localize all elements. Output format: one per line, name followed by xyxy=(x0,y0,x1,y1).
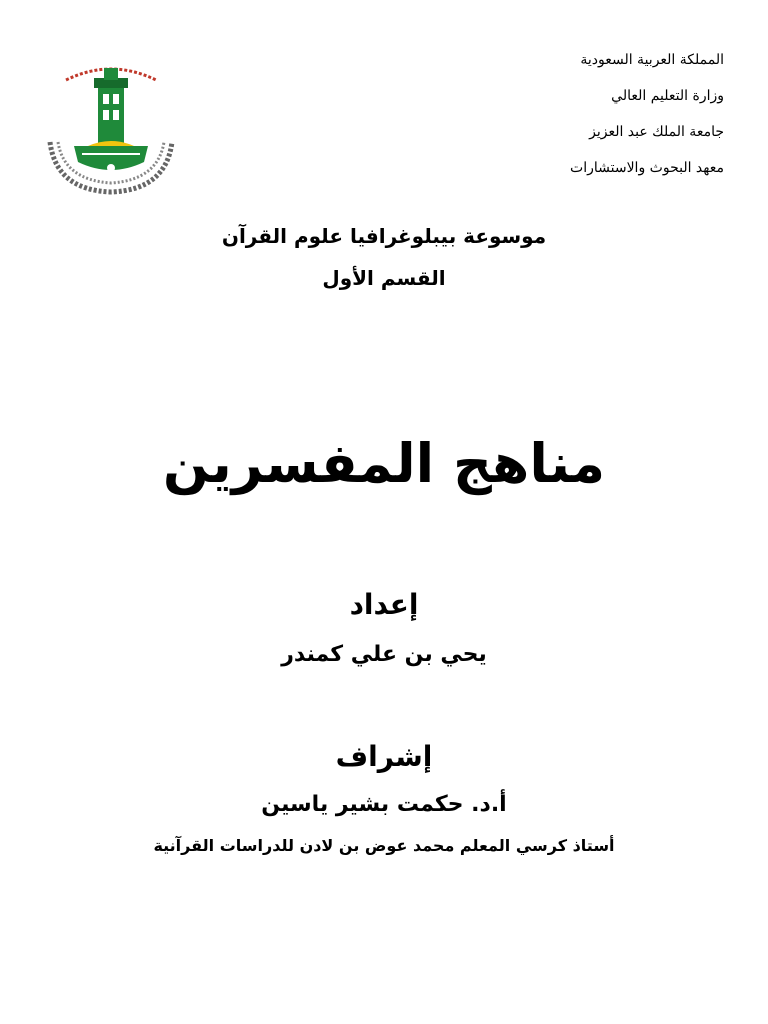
supervision-label: إشراف xyxy=(335,740,433,773)
university-seal-icon xyxy=(36,50,186,200)
series-title: موسوعة بيبلوغرافيا علوم القرآن xyxy=(221,224,547,248)
prepared-by-label: إعداد xyxy=(349,588,419,621)
ministry-line: وزارة التعليم العالي xyxy=(611,88,724,104)
institute-line: معهد البحوث والاستشارات xyxy=(570,160,724,176)
country-line: المملكة العربية السعودية xyxy=(580,52,724,68)
supervisor-title: أستاذ كرسي المعلم محمد عوض بن لادن للدراسات القرآنية xyxy=(153,836,615,855)
section-title: القسم الأول xyxy=(322,266,446,290)
main-title: مناهج المفسرين xyxy=(162,432,606,495)
university-line: جامعة الملك عبد العزيز xyxy=(589,124,724,140)
supervisor-name: أ.د. حكمت بشير ياسين xyxy=(261,792,507,817)
institution-block xyxy=(464,48,724,192)
author-name: يحي بن علي كمندر xyxy=(281,642,487,667)
